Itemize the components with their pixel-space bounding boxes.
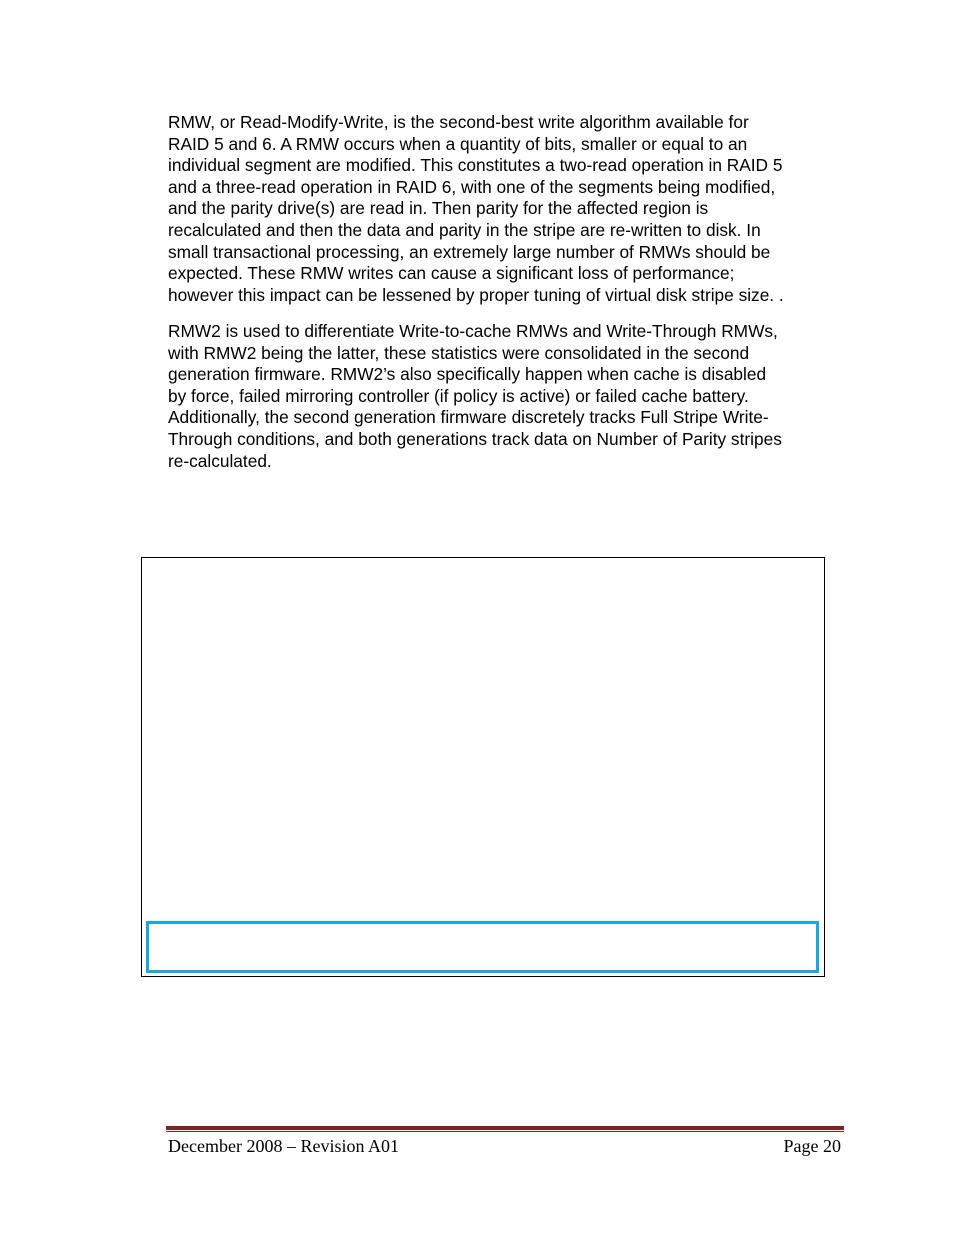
figure-caption-box bbox=[146, 921, 819, 973]
footer-rule-thin bbox=[166, 1131, 844, 1132]
body-paragraph-rmw: RMW, or Read-Modify-Write, is the second-best write algorithm available for RAID 5 and 6. A RMW occurs when a quantity of bits, smaller or equal to an individual segment are modified. This constitutes a two-read operation in RAID 5 and a three-read operation in RAID 6, with one of the segments being modified, and the parity drive(s) are read in. Then parity for the affected region is recalculated and then the data and parity in the stripe are re-written to disk. In small transactional processing, an extremely large number of RMWs should be expected. These RMW writes can cause a significant loss of performance; however this impact can be lessened by proper tuning of virtual disk stripe size. . bbox=[168, 112, 784, 305]
body-paragraph-rmw2: RMW2 is used to differentiate Write-to-cache RMWs and Write-Through RMWs, with RMW2 being the latter, these statistics were consolidated in the second generation firmware. RMW2’s also specifically happen when cache is disabled by force, failed mirroring controller (if policy is active) or failed cache battery. Additionally, the second generation firmware discretely tracks Full Stripe Write- Through conditions, and both generations track data on Number of Parity stripes re-calculated. bbox=[168, 321, 782, 471]
footer-date-revision: December 2008 – Revision A01 bbox=[168, 1136, 399, 1156]
footer-rule bbox=[166, 1126, 844, 1130]
figure-frame bbox=[141, 557, 825, 977]
footer-page-number: Page 20 bbox=[783, 1136, 841, 1156]
